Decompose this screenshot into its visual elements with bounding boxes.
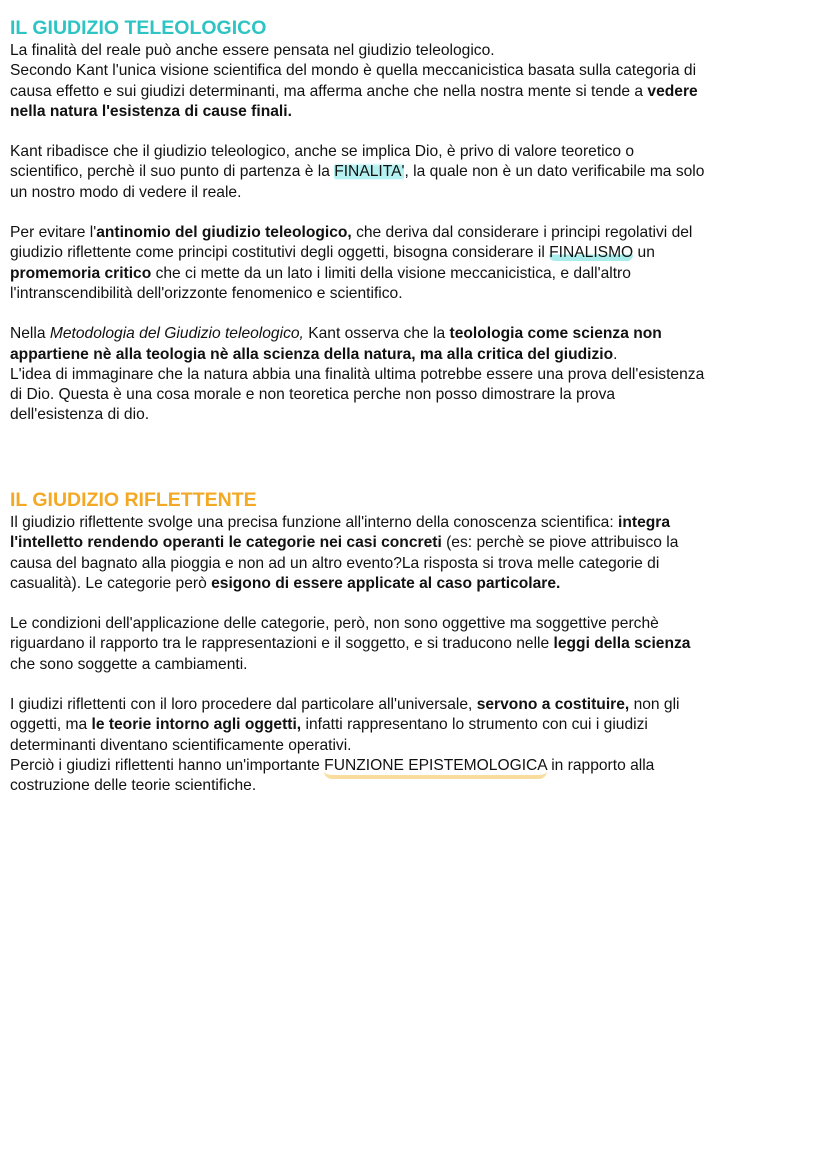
paragraph-conditions xyxy=(10,614,818,675)
section-teleological-judgment xyxy=(10,16,818,446)
bold-text: teolologia come scienza non xyxy=(449,325,662,343)
bold-text: promemoria critico xyxy=(10,264,152,282)
text-line: . xyxy=(613,345,618,363)
highlight-finalita: FINALITA' xyxy=(334,163,405,181)
text-line: Secondo Kant l'unica visione scientifica del mondo è quella meccanicistica basata sulla categoria di xyxy=(10,62,697,80)
text-line: l'intranscendibilità dell'orizzonte fenomenico e scientifico. xyxy=(10,284,403,302)
paragraph-epistemological xyxy=(10,695,818,796)
text-line: giudizio riflettente come principi costitutivi degli oggetti, bisogna considerare il xyxy=(10,244,550,262)
section-title: IL GIUDIZIO RIFLETTENTE xyxy=(10,489,257,511)
bold-text: integra xyxy=(618,514,671,531)
text-line: un xyxy=(633,244,655,262)
text-line: Kant osserva che la xyxy=(303,325,450,343)
text-line: determinanti diventano scientificamente operativi. xyxy=(10,736,352,754)
text-line: un nostro modo di vedere il reale. xyxy=(10,183,242,201)
text-line: dell'esistenza di dio. xyxy=(10,406,150,424)
text-line: che sono soggette a cambiamenti. xyxy=(10,655,248,673)
text-line: in rapporto alla xyxy=(546,756,655,774)
bold-text: antinomio del giudizio teleologico, xyxy=(96,224,352,242)
text-line: scientifico, perchè il suo punto di partenza è la xyxy=(10,163,335,181)
bold-text: servono a costituire, xyxy=(476,696,630,714)
bold-text: nella natura l'esistenza di cause finali. xyxy=(10,102,292,120)
highlight-funzione-epistemologica: FUNZIONE EPISTEMOLOGICA xyxy=(324,757,547,779)
text-line: costruzione delle teorie scientifiche. xyxy=(10,777,257,795)
text-line: che ci mette da un lato i limiti della visione meccanicistica, e dall'altro xyxy=(151,264,631,282)
bold-text: esigono di essere applicate al caso particolare. xyxy=(211,574,561,592)
text-line: causa effetto e sui giudizi determinanti, ma afferma anche che nella nostra mente si tende a xyxy=(10,82,648,100)
bold-text: vedere xyxy=(647,82,698,100)
text-line: Per evitare l' xyxy=(10,224,97,242)
text-line: (es: perchè se piove attribuisco la xyxy=(441,534,679,552)
paragraph-no-theoretical-value xyxy=(10,142,818,203)
bold-text: leggi della scienza xyxy=(553,635,691,653)
bold-text: le teorie intorno agli oggetti, xyxy=(91,716,302,734)
paragraph-function xyxy=(10,513,818,594)
text-line: infatti rappresentano lo strumento con cui i giudizi xyxy=(301,716,648,734)
text-line: I giudizi riflettenti con il loro procedere dal particolare all'universale, xyxy=(10,696,477,714)
text-line: La finalità del reale può anche essere pensata nel giudizio teleologico. xyxy=(10,42,495,59)
text-line: Nella xyxy=(10,325,50,343)
text-line: casualità). Le categorie però xyxy=(10,574,212,592)
paragraph-antinomy xyxy=(10,223,818,304)
text-line: che deriva dal considerare i principi regolativi del xyxy=(351,224,693,242)
section-title: IL GIUDIZIO TELEOLOGICO xyxy=(10,17,267,39)
paragraph-finality xyxy=(10,41,818,122)
paragraph-methodology xyxy=(10,324,818,425)
highlight-finalismo: FINALISMO xyxy=(549,244,634,262)
text-line: causa del bagnato alla pioggia e non ad un altro evento?La risposta si trova melle categorie di xyxy=(10,554,660,572)
text-line: di Dio. Questa è una cosa morale e non teoretica perche non posso dimostrare la prova xyxy=(10,386,616,404)
bold-text: appartiene nè alla teologia nè alla scienza della natura, ma alla critica del giudizio xyxy=(10,345,614,363)
text-line: Il giudizio riflettente svolge una precisa funzione all'interno della conoscenza scientifica: xyxy=(10,514,619,531)
text-line: non gli xyxy=(629,696,680,714)
text-line: oggetti, ma xyxy=(10,716,92,734)
text-line: Kant ribadisce che il giudizio teleologico, anche se implica Dio, è privo di valore teoretico o xyxy=(10,143,635,161)
text-line: , la quale non è un dato verificabile ma solo xyxy=(404,163,705,181)
text-line: Perciò i giudizi riflettenti hanno un'importante xyxy=(10,756,325,774)
text-line: riguardano il rapporto tra le rappresentazioni e il soggetto, e si traducono nelle xyxy=(10,635,554,653)
text-line: L'idea di immaginare che la natura abbia una finalità ultima potrebbe essere una prova dell'esistenza xyxy=(10,365,705,383)
text-line: Le condizioni dell'applicazione delle categorie, però, non sono oggettive ma soggettive perchè xyxy=(10,615,659,633)
bold-text: l'intelletto rendendo operanti le categorie nei casi concreti xyxy=(10,534,442,552)
section-reflective-judgment xyxy=(10,488,818,817)
italic-text: Metodologia del Giudizio teleologico, xyxy=(49,325,304,343)
